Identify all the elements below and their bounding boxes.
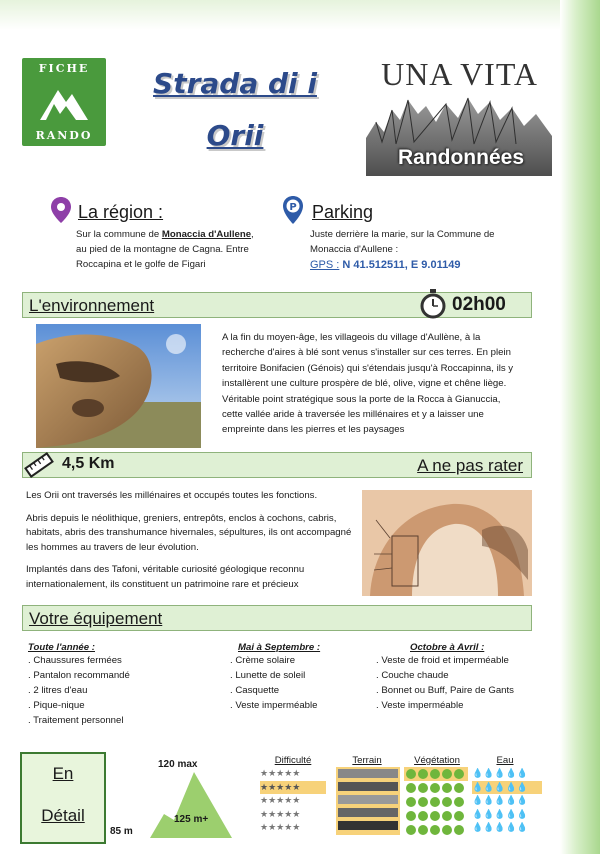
detail-box [20,752,106,844]
ruler-icon [24,451,54,479]
mountain-icon [36,80,92,124]
parking-line-1: Juste derrière la marie, sur la Commune de [310,229,495,240]
water-row: 💧💧💧💧💧 [472,768,529,778]
list-item: . Veste imperméable [376,700,464,711]
list-item: . Bonnet ou Buff, Paire de Gants [376,685,514,696]
terrain-ratings [336,767,400,835]
equipment-column-title: Toute l'année : [28,642,95,653]
logo-bottom-text: RANDO [35,129,93,142]
elevation-min: 85 m [110,826,133,837]
brand-subtitle: Randonnées [397,146,525,169]
detail-line-1: En [52,764,74,783]
orii-illustration [362,490,532,596]
equipment-column-title: Mai à Septembre : [238,642,321,653]
equipment-column-3 [376,642,556,713]
region-line-3: Roccapina et le golfe de Figari [76,259,206,270]
distance-value: 4,5 Km [62,455,115,472]
top-gradient-bar [0,0,600,30]
water-row: 💧💧💧💧💧 [472,781,542,795]
equipment-column-title: Octobre à Avril : [410,642,485,653]
list-item: . Veste de froid et imperméable [376,655,509,666]
duration-value: 02h00 [452,294,506,315]
location-pin-icon [50,196,72,224]
environment-label: L'environnement [29,296,155,315]
legend-water-title: Eau [496,755,514,766]
water-ratings [472,767,542,835]
region-description [76,227,276,272]
list-item: . Couche chaude [376,670,449,681]
stopwatch-icon [420,289,446,319]
list-item: . Veste imperméable [230,700,318,711]
vegetation-ratings [404,767,468,837]
list-item: . Chaussures fermées [28,655,122,666]
orii-paragraph-3: Implantés dans des Tafoni, véritable curiosité géologique reconnu internationalement, ils constituent un patrimoine rare et précieux [26,564,305,590]
region-title: La région : [78,202,164,222]
gps-label: GPS : [310,259,340,271]
legend-difficulty-title: Difficulté [274,755,312,766]
list-item: . Casquette [230,685,280,696]
orii-paragraph-2: Abris depuis le néolithique, greniers, entrepôts, enclos à cochons, cabris, habitats, abris des transhumance hivernales, sépultures, ils ont accompagné les hommes au travers de leur évolution. [26,512,352,553]
list-item: . Pique-nique [28,700,85,711]
water-row: 💧💧💧💧💧 [472,822,529,832]
region-line-2: au pied de la montagne de Cagna. Entre [76,244,249,255]
list-item: . Traitement personnel [28,715,124,726]
title-line-2: Orii [206,119,264,152]
title-line-1: Strada di i [153,67,317,100]
orii-description [26,489,356,600]
equipment-band [22,605,532,631]
water-row: 💧💧💧💧💧 [472,808,529,819]
elevation-gain: 125 m+ [174,814,209,825]
region-line-1 [76,227,276,242]
list-item: . Crème solaire [230,655,296,666]
parking-title: Parking [312,202,374,222]
difficulty-row: ★★★★★ [260,794,326,808]
list-item: . 2 litres d'eau [28,685,88,696]
gps-line [310,258,540,273]
parking-line-2: Monaccia d'Aullene : [310,244,399,255]
region-line-1-prefix: Sur la commune de [76,229,162,240]
list-item: . Pantalon recommandé [28,670,130,681]
difficulty-row: ★★★★★ [260,767,326,781]
parking-description [310,227,540,273]
equipment-column-2 [230,642,380,713]
region-line-1-suffix: , [251,229,254,240]
gps-value: N 41.512511, E 9.01149 [339,259,461,271]
legend-terrain-title: Terrain [352,755,382,766]
region-commune: Monaccia d'Aullene [161,229,252,240]
difficulty-row: ★★★★★ [260,808,326,822]
environment-text: A la fin du moyen-âge, les villageois du village d'Aullène, à la recherche d'aires à blé sont venus s'installer sur ces terres. En plein territoire Bonifacien (Génois) qui s'étendais jusqu'à Roccapinna, ils y installèrent une culture prospère de blé, olive, vigne et chêne liège. Véritable point stratégique sous la porte de la Rocca à Gianuccia, cette vallée aride à traversée les millénaires et y a laisser une empreinte dans les pierres et les paysages [222,332,514,436]
difficulty-row: ★★★★★ [260,781,301,792]
orii-paragraph-1: Les Orii ont traversés les millénaires et occupés toutes les fonctions. [26,490,318,501]
equipment-column-1 [28,642,198,728]
rock-landscape-photo [36,324,201,448]
equipment-label: Votre équipement [29,609,163,628]
difficulty-row: ★★★★★ [260,821,326,835]
elevation-mountain-icon [150,770,232,838]
parking-pin-icon [282,195,304,225]
highlight-label: A ne pas rater [417,456,523,475]
legend-vegetation-title: Végétation [414,755,460,766]
fiche-rando-logo [22,58,106,146]
page-title [125,58,345,162]
difficulty-ratings [260,767,326,835]
elevation-max: 120 max [158,759,198,770]
detail-line-2: Détail [41,806,85,825]
brand-title: UNA VITA [381,56,538,92]
list-item: . Lunette de soleil [230,670,306,681]
side-gradient-bar [560,0,600,854]
logo-top-text: FICHE [38,62,90,75]
svg-text:P: P [289,202,297,213]
water-row: 💧💧💧💧💧 [472,795,529,805]
